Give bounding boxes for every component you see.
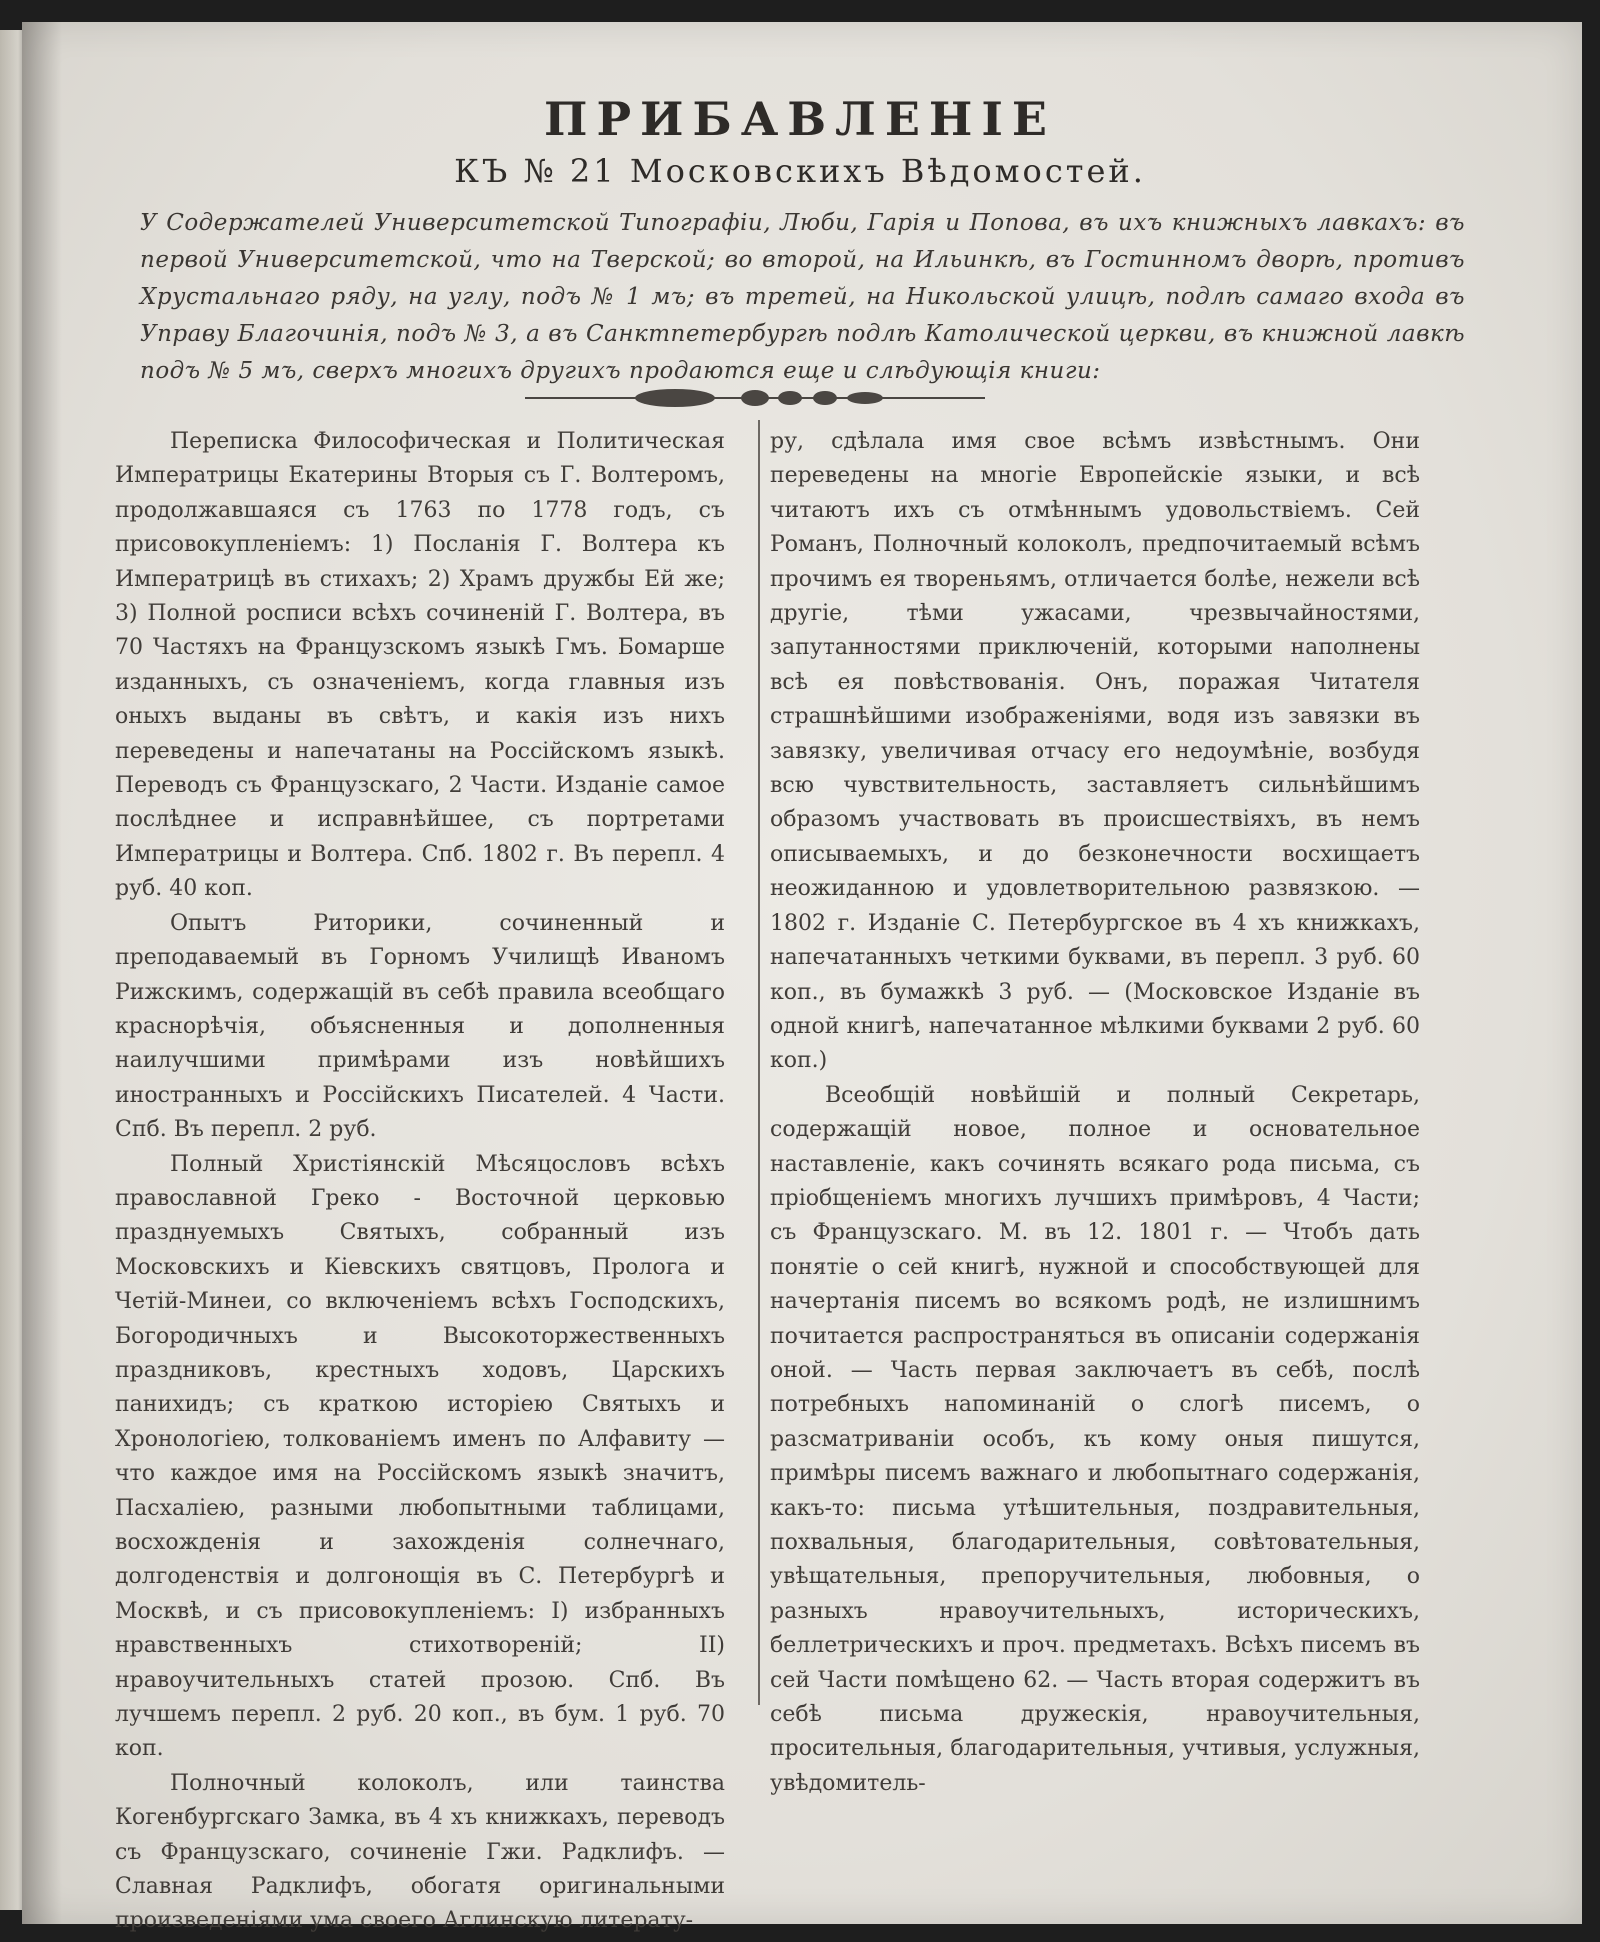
ornament-divider — [525, 383, 985, 413]
right-column — [770, 425, 1420, 1801]
book-entry-menologion: Полный Христiянскiй Мѣсяцословъ всѣхъ православной Греко - Восточной церковью празднуемыхъ Святыхъ, собранный изъ Московскихъ и Кiевскихъ святцовъ, Пролога и Четiй-Минеи, со включенiемъ всѣхъ Господскихъ, Богородичныхъ и Высокоторжественныхъ праздниковъ, крестныхъ ходовъ, Царскихъ панихидъ; съ краткою исторiею Святыхъ и Хронологiею, толкованiемъ именъ по Алфавиту — что каждое имя на Россiйскомъ языкѣ значитъ, Пасхалiею, разными любопытными таблицами, восхожденiя и захожденiя солнечнаго, долгоденствiя и долгонощiя въ С. Петербургѣ и Москвѣ, и съ присовокупленiемъ: I) избранныхъ нравственныхъ стихотворенiй; II) нравоучительныхъ статей прозою. Спб. Въ лучшемъ перепл. 2 руб. 20 коп., въ бум. 1 руб. 70 коп. — [115, 1151, 725, 1762]
book-entry-correspondence: Переписка Философическая и Политическая Императрицы Екатерины Вторыя съ Г. Волтеромъ, продолжавшаяся съ 1763 по 1778 годъ, съ присовокупленiемъ: 1) Посланiя Г. Волтера къ Императрицѣ въ стихахъ; 2) Храмъ дружбы Ей же; 3) Полной росписи всѣхъ сочиненiй Г. Волтера, въ 70 Частяхъ на Французскомъ языкѣ Гмъ. Бомарше изданныхъ, съ означенiемъ, когда главныя изъ оныхъ выданы въ свѣтъ, и какiя изъ нихъ переведены и напечатаны на Россiйскомъ языкѣ. Переводъ съ Французскаго, 2 Части. Изданiе самое послѣднее и исправнѣйшее, съ портретами Императрицы и Волтера. Спб. 1802 г. Въ перепл. 4 руб. 40 коп. — [115, 429, 725, 902]
gutter-shadow — [22, 22, 62, 1924]
column-divider — [758, 420, 760, 1705]
page-subtitle: КЪ № 21 Московскихъ Вѣдомостей. — [454, 152, 1146, 190]
page-title: ПРИБАВЛЕНIЕ — [544, 92, 1056, 146]
book-entry-rhetoric: Опытъ Риторики, сочиненный и преподаваемый въ Горномъ Училищѣ Иваномъ Рижскимъ, содержащiй въ себѣ правила всеобщаго краснорѣчiя, объясненныя и дополненныя наилучшими примѣрами изъ новѣйшихъ иностранныхъ и Россiйскихъ Писателей. 4 Части. Спб. Въ перепл. 2 руб. — [115, 910, 725, 1143]
left-column — [115, 425, 725, 1939]
book-entry-secretary: Всеобщiй новѣйшiй и полный Секретарь, содержащiй новое, полное и основательное наставленiе, какъ сочинять всякаго рода письма, съ прiобщенiемъ многихъ лучшихъ примѣровъ, 4 Части; съ Французскаго. М. въ 12. 1801 г. — Чтобъ дать понятiе о сей книгѣ, нужной и способствующей для начертанiя писемъ во всякомъ родѣ, не излишнимъ почитается распространяться въ описанiи содержанiя оной. — Часть первая заключаетъ въ себѣ, послѣ потребныхъ напоминанiй о слогѣ писемъ, о разсматриванiи особъ, къ кому оныя пишутся, примѣры писемъ важнаго и любопытнаго содержанiя, какъ-то: письма утѣшительныя, поздравительныя, похвальныя, благодарительныя, совѣтовательныя, увѣщательныя, препоручительныя, любовныя, о разныхъ нравоучительныхъ, историческихъ, беллетрическихъ и проч. предметахъ. Всѣхъ писемъ въ сей Части помѣщено 62. — Часть вторая содержитъ въ себѣ письма дружескiя, нравоучительныя, просительныя, благодарительныя, учтивыя, услужныя, увѣдомитель- — [770, 1082, 1420, 1796]
book-entry-midnight-bell-continued: ру, сдѣлала имя свое всѣмъ извѣстнымъ. Они переведены на многiе Европейскiе языки, и всѣ читаютъ ихъ съ отмѣннымъ удовольствiемъ. Сей Романъ, Полночный колоколъ, предпочитаемый всѣмъ прочимъ ея твореньямъ, отличается болѣе, нежели всѣ другiе, тѣми ужасами, чрезвычайностями, запутанностями приключенiй, которыми наполнены всѣ ея повѣствованiя. Онъ, поражая Читателя страшнѣйшими изображенiями, водя изъ завязки въ завязку, увеличивая отчасу его недоумѣнiе, возбудя всю чувствительность, заставляетъ сильнѣйшимъ образомъ участвовать въ происшествiяхъ, въ немъ описываемыхъ, и до безконечности восхищаетъ неожиданною и удовлетворительною развязкою. — 1802 г. Изданiе С. Петербургское въ 4 хъ книжкахъ, напечатанныхъ четкими буквами, въ перепл. 3 руб. 60 коп., въ бумажкѣ 3 руб. — (Московское Изданiе въ одной книгѣ, напечатанное мѣлкими буквами 2 руб. 60 коп.) — [770, 429, 1420, 1074]
intro-paragraph: У Содержателей Университетской Типографiи, Люби, Гарiя и Попова, въ ихъ книжныхъ лавкахъ: въ первой Университетской, что на Тверской; во второй, на Ильинкѣ, въ Гостинномъ дворѣ, противъ Хрустальнаго ряду, на углу, подъ № 1 мъ; въ третей, на Никольской улицѣ, подлѣ самаго входа въ Управу Благочинiя, подъ № 3, а въ Санктпетербургѣ подлѣ Католической церкви, въ книжной лавкѣ подъ № 5 мъ, сверхъ многихъ другихъ продаются еще и слѣдующiя книги: — [140, 210, 1465, 384]
book-entry-midnight-bell: Полночный колоколъ, или таинства Когенбургскаго Замка, въ 4 хъ книжкахъ, переводъ съ Французскаго, сочиненiе Гжи. Радклифъ. — Славная Радклифъ, обогатя оригинальными произведенiями ума своего Аглинскую литерату- — [115, 1770, 725, 1934]
